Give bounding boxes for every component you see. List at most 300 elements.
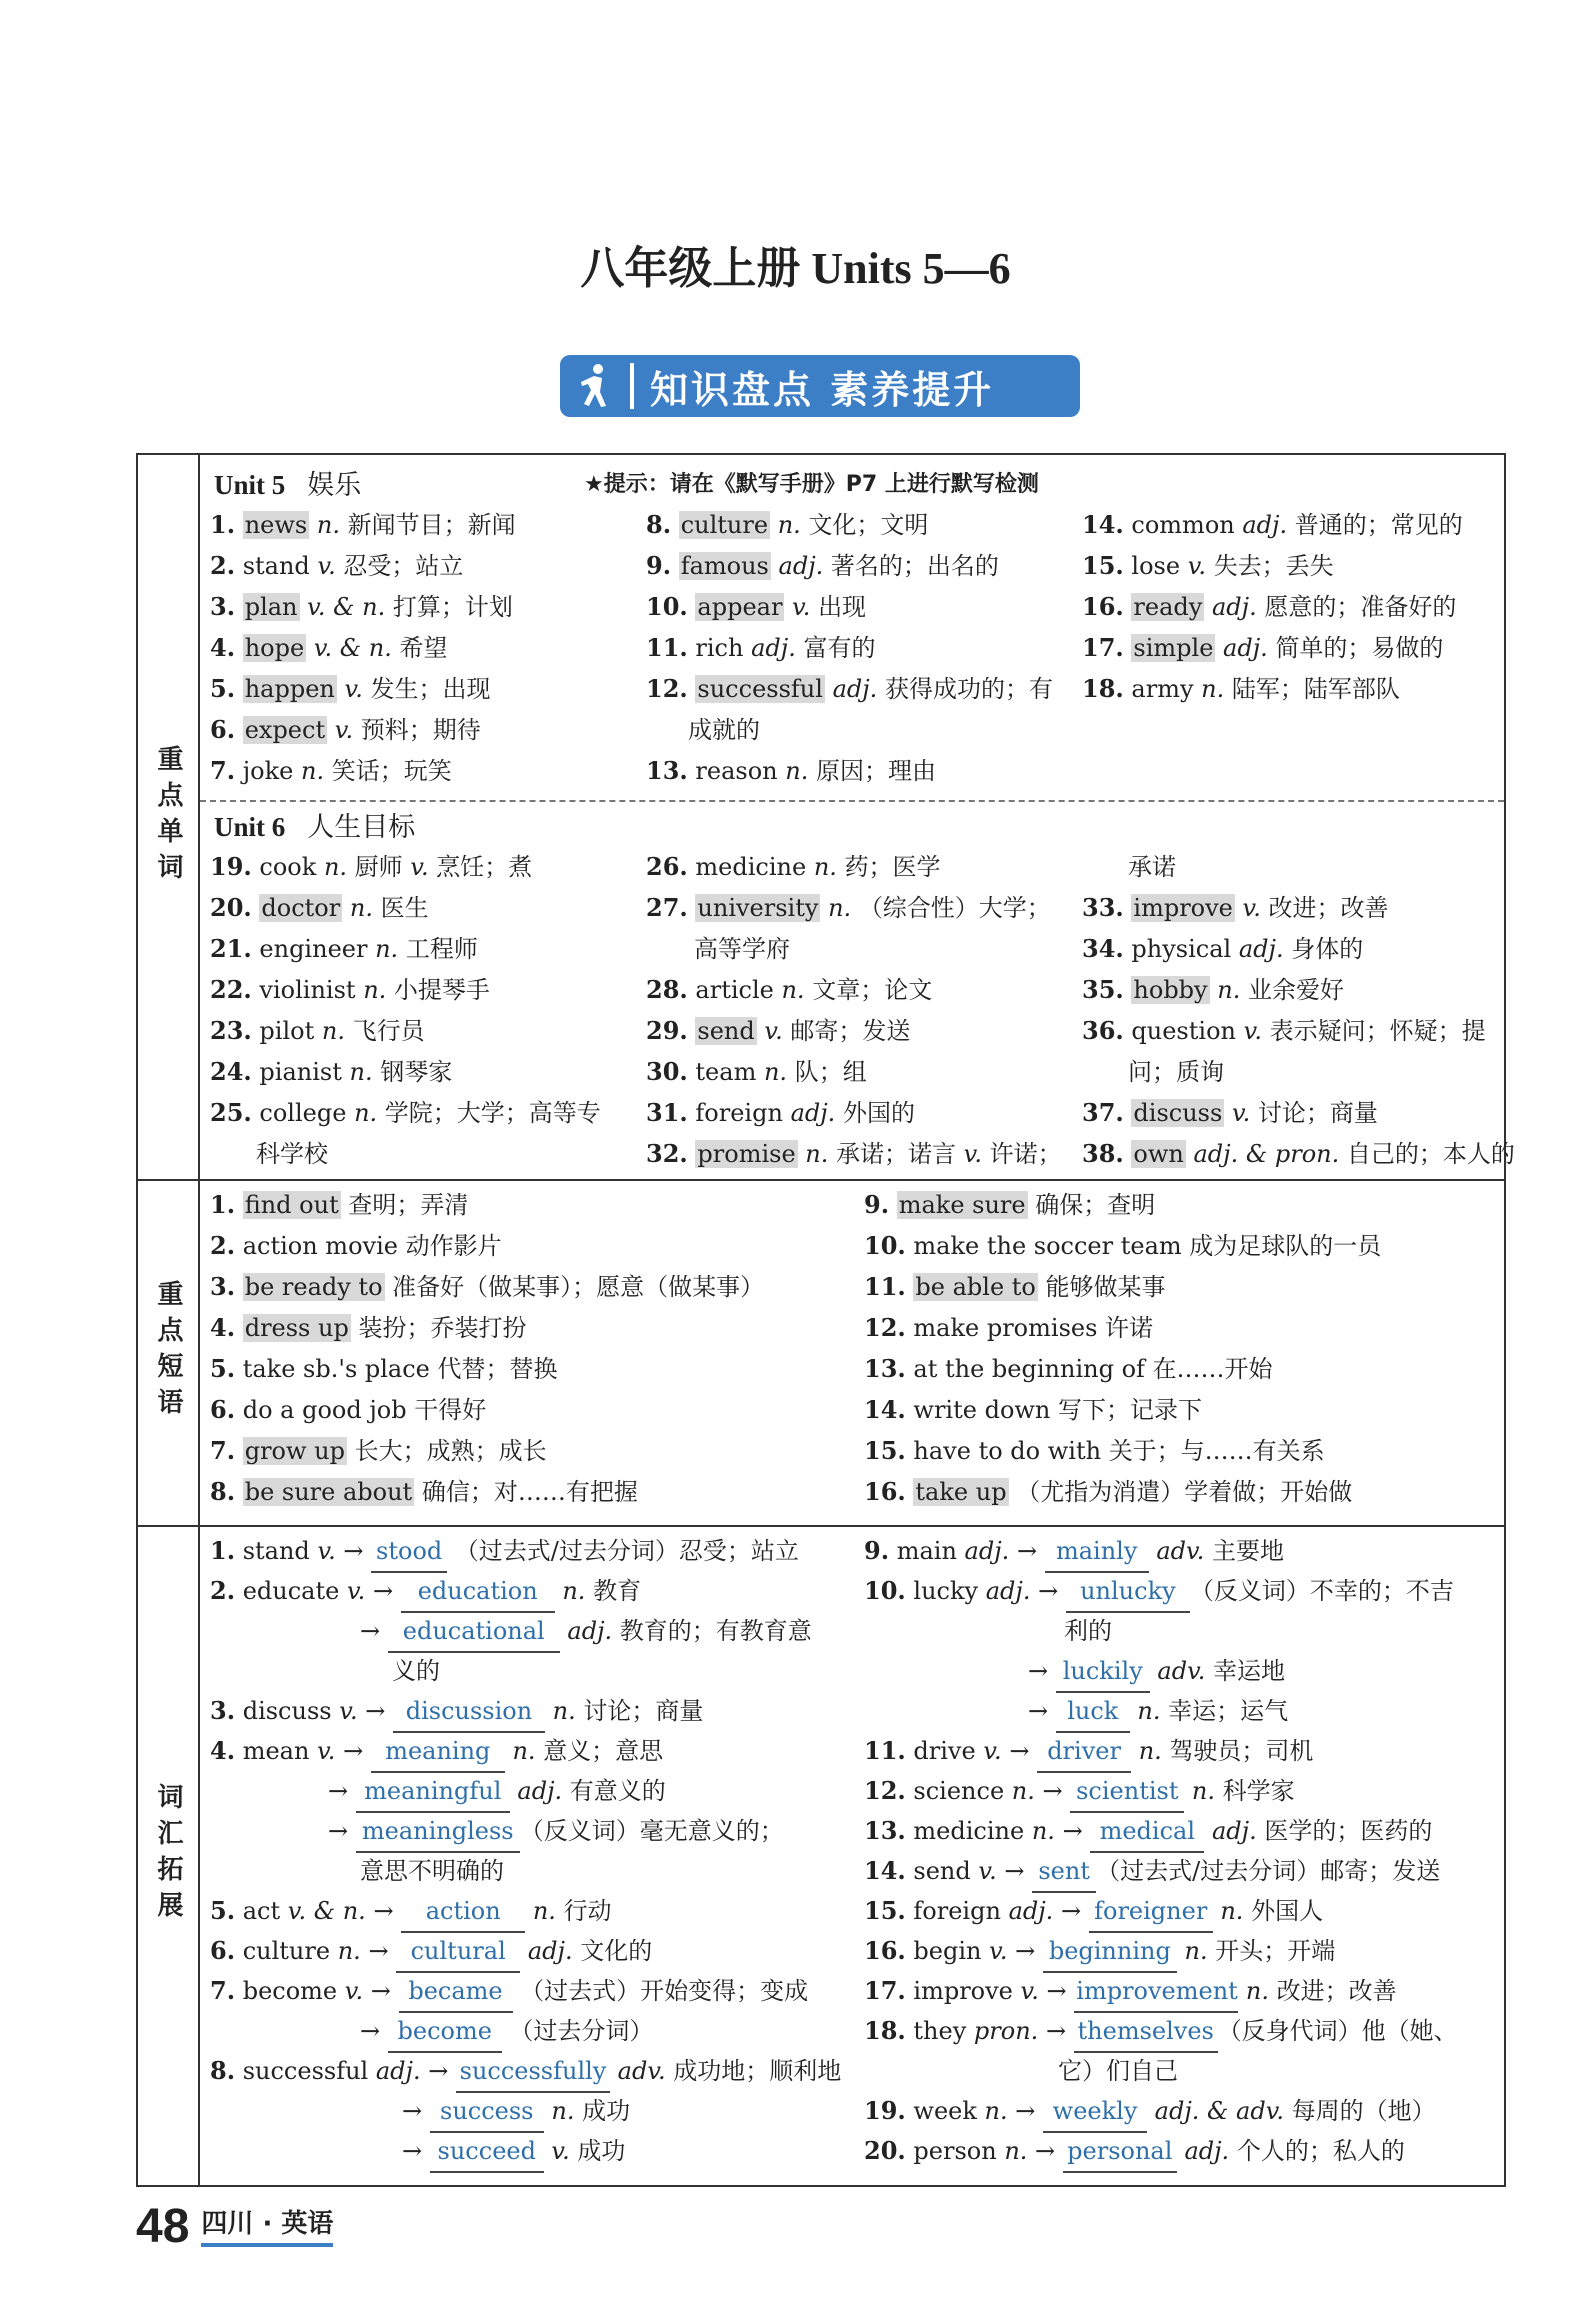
item-number: 9.: [864, 1536, 890, 1565]
meaning: 能够做某事: [1045, 1273, 1166, 1301]
meaning: （综合性）大学；: [858, 894, 1051, 922]
unit-topic: 娱乐: [307, 470, 362, 501]
meaning: 讨论；商量: [583, 1697, 704, 1725]
word: violinist: [259, 976, 356, 1004]
phrase: make promises: [913, 1314, 1098, 1342]
item-number: 26.: [646, 852, 688, 881]
arrow-icon: →: [360, 2017, 381, 2045]
meaning: 幸运地: [1213, 1657, 1286, 1685]
item-number: 10.: [864, 1231, 906, 1260]
part-of-speech: adj.: [778, 552, 824, 580]
word-item: [210, 505, 516, 545]
answer-blank: sent: [1032, 1851, 1096, 1893]
item-number: 2.: [210, 1576, 236, 1605]
vocab-item: [864, 2011, 1458, 2053]
meaning: 文化的: [580, 1937, 653, 1965]
base-word: drive: [913, 1737, 976, 1765]
part-of-speech: v.: [344, 1977, 364, 2005]
part-of-speech: n.: [375, 935, 399, 963]
item-number: 27.: [646, 893, 688, 922]
part-of-speech: v.: [1231, 1099, 1251, 1127]
vocab-item: [210, 2051, 841, 2093]
page-title: 八年级上册 Units 5—6: [580, 244, 1011, 293]
word-item: [646, 1093, 915, 1133]
answer-blank: mainly: [1045, 1531, 1149, 1573]
part-of-speech: v.: [1020, 1977, 1039, 2005]
answer-blank: beginning: [1043, 1931, 1177, 1973]
arrow-icon: →: [1009, 1737, 1030, 1765]
part-of-speech: v.: [1242, 894, 1261, 922]
word-item: [210, 888, 429, 928]
part-of-speech: n.: [785, 757, 809, 785]
word-item: [210, 751, 452, 791]
meaning: 教育的；有教育意: [619, 1617, 812, 1645]
item-number: 24.: [210, 1057, 252, 1086]
banner-text: 知识盘点 素养提升: [650, 367, 995, 412]
meaning: 简单的；易做的: [1275, 634, 1444, 662]
answer-blank: luck: [1056, 1691, 1130, 1733]
tip-note: ★提示：请在《默写手册》P7 上进行默写检测: [584, 472, 1039, 497]
answer-blank: discussion: [393, 1691, 545, 1733]
word: medicine: [695, 853, 807, 881]
word: promise: [697, 1140, 796, 1168]
meaning: 学院；大学；高等专: [384, 1099, 601, 1127]
answer-blank: educational: [388, 1611, 560, 1653]
answer-blank: became: [399, 1971, 513, 2013]
phrase: take up: [915, 1478, 1007, 1506]
part-of-speech: n.: [1138, 1737, 1162, 1765]
phrase-item: [210, 1226, 502, 1266]
knowledge-table: [136, 453, 1515, 2187]
unit-topic: 人生目标: [307, 812, 416, 843]
meaning: 长大；成熟；成长: [354, 1437, 547, 1465]
meaning-continued: 它）们自己: [1058, 2057, 1178, 2085]
meaning: （反身代词）他（她、: [1217, 2017, 1458, 2045]
part-of-speech: n.: [984, 2097, 1008, 2125]
meaning: 发生；出现: [370, 675, 491, 703]
meaning: 装扮；乔装打扮: [358, 1314, 527, 1342]
meaning: （过去式）开始变得；变成: [520, 1977, 809, 2005]
word: own: [1133, 1140, 1184, 1168]
meaning: 主要地: [1211, 1537, 1284, 1565]
base-word: main: [896, 1537, 957, 1565]
meaning: 改进；改善: [1276, 1977, 1397, 2005]
item-number: 13.: [864, 1816, 906, 1845]
meaning: （过去分词）: [509, 2017, 654, 2045]
word: simple: [1133, 634, 1214, 662]
page-number: 48: [136, 2200, 190, 2253]
word-item: [210, 628, 448, 668]
phrase-item: [864, 1308, 1153, 1348]
arrow-icon: →: [343, 1737, 364, 1765]
word-item: [646, 888, 1051, 928]
word: famous: [680, 552, 769, 580]
meaning: 烹饪；煮: [436, 853, 533, 881]
vocab-item: [328, 1771, 666, 1813]
meaning-continued: 高等学府: [694, 935, 790, 963]
item-number: 4.: [210, 1736, 236, 1765]
part-of-speech: n.: [1217, 976, 1241, 1004]
word-item: [1082, 929, 1363, 969]
phrase-item: [864, 1226, 1381, 1266]
phrase: be ready to: [244, 1273, 383, 1301]
item-number: 29.: [646, 1016, 688, 1045]
phrase: dress up: [244, 1314, 349, 1342]
base-word: become: [242, 1977, 338, 2005]
arrow-icon: →: [328, 1817, 349, 1845]
word-item: [1082, 1093, 1378, 1133]
word-item: [1082, 970, 1344, 1010]
meaning: 工程师: [405, 935, 478, 963]
vocab-item: [402, 2091, 630, 2133]
base-word: begin: [913, 1937, 982, 1965]
word: engineer: [259, 935, 368, 963]
vocab-item: [864, 2131, 1405, 2173]
part-of-speech: adj.: [1223, 634, 1268, 662]
item-number: 6.: [210, 1936, 236, 1965]
phrase-item: [210, 1185, 468, 1225]
word: discuss: [1133, 1099, 1223, 1127]
item-number: 5.: [210, 1354, 236, 1383]
meaning: 富有的: [803, 634, 876, 662]
word: stand: [242, 552, 310, 580]
part-of-speech: n.: [1220, 1897, 1244, 1925]
word: doctor: [261, 894, 341, 922]
part-of-speech: v.: [346, 1577, 366, 1605]
part-of-speech: n.: [337, 1937, 361, 1965]
meaning: 获得成功的；有: [884, 675, 1053, 703]
meaning: 原因；理由: [816, 757, 936, 785]
page-footer: [136, 2200, 334, 2253]
word-item: [210, 970, 490, 1010]
section-label-text: 词汇拓展: [153, 1783, 183, 1927]
word: team: [695, 1058, 757, 1086]
word: hope: [244, 634, 305, 662]
item-number: 38.: [1082, 1139, 1124, 1168]
answer-blank: themselves: [1074, 2011, 1218, 2053]
part-of-speech: adj. & adv.: [1154, 2097, 1285, 2125]
meaning: 意义；意思: [543, 1737, 664, 1765]
meaning: 忍受；站立: [343, 552, 464, 580]
answer-blank: stood: [371, 1531, 447, 1573]
part-of-speech: n.: [349, 894, 373, 922]
word: appear: [697, 593, 783, 621]
part-of-speech: adj.: [1184, 2137, 1230, 2165]
word-item: [646, 970, 932, 1010]
word-item: [1082, 888, 1389, 928]
arrow-icon: →: [402, 2097, 423, 2125]
word-item: [646, 751, 936, 791]
vocab-item: [210, 1571, 641, 1613]
answer-blank: action: [401, 1891, 525, 1933]
item-number: 18.: [1082, 674, 1124, 703]
arrow-icon: →: [1060, 1897, 1082, 1925]
item-number: 16.: [1082, 592, 1124, 621]
meaning-continued: 成就的: [688, 716, 760, 744]
vocab-item: [360, 2011, 653, 2053]
meaning: 干得好: [414, 1396, 487, 1424]
part-of-speech: n.: [781, 976, 805, 1004]
part-of-speech: adj.: [527, 1937, 573, 1965]
item-number: 3.: [210, 1696, 236, 1725]
phrase: grow up: [244, 1437, 345, 1465]
answer-blank: meaning: [371, 1731, 505, 1773]
word-item: [210, 1093, 601, 1133]
meaning: 陆军；陆军部队: [1231, 675, 1400, 703]
item-number: 37.: [1082, 1098, 1124, 1127]
item-number: 5.: [210, 674, 236, 703]
arrow-icon: →: [1015, 2097, 1036, 2125]
phrase: write down: [913, 1396, 1051, 1424]
part-of-speech: n.: [813, 853, 837, 881]
vocab-item: [864, 1851, 1440, 1893]
part-of-speech: v.: [989, 1937, 1008, 1965]
base-word: week: [913, 2097, 977, 2125]
word: expect: [244, 716, 326, 744]
phrase: be able to: [915, 1273, 1036, 1301]
part-of-speech: n.: [1245, 1977, 1269, 2005]
item-number: 11.: [646, 633, 688, 662]
word-item: [1082, 1134, 1515, 1174]
part-of-speech: n.: [1191, 1777, 1216, 1805]
word-item: [646, 505, 928, 545]
item-number: 31.: [646, 1098, 688, 1127]
vocab-item: [210, 1931, 652, 1973]
word: happen: [244, 675, 335, 703]
word: plan: [244, 593, 298, 621]
meaning-continued: 利的: [1064, 1617, 1112, 1645]
part-of-speech: n.: [363, 976, 387, 1004]
item-number: 12.: [646, 674, 688, 703]
item-number: 18.: [864, 2016, 906, 2045]
meaning: 成功: [577, 2137, 626, 2165]
word-item: [1082, 546, 1334, 586]
meaning: 关于；与……有关系: [1108, 1437, 1325, 1465]
arrow-icon: →: [1062, 1817, 1083, 1845]
word: joke: [242, 757, 294, 785]
word: culture: [680, 511, 769, 539]
vocab-item: [864, 1811, 1432, 1853]
item-number: 14.: [864, 1395, 906, 1424]
part-of-speech: v.: [317, 1537, 336, 1565]
meaning: 有意义的: [569, 1777, 666, 1805]
meaning: 动作影片: [405, 1232, 502, 1260]
part-of-speech: n.: [349, 1058, 373, 1086]
item-number: 9.: [646, 551, 672, 580]
word: pianist: [259, 1058, 342, 1086]
answer-blank: become: [388, 2011, 502, 2053]
item-number: 5.: [210, 1896, 236, 1925]
base-word: science: [913, 1777, 1005, 1805]
part-of-speech: adj. & pron.: [1193, 1140, 1340, 1168]
word-item: [210, 710, 481, 750]
part-of-speech: adv.: [617, 2057, 666, 2085]
runner-icon: [574, 362, 616, 410]
phrase-item: [210, 1390, 486, 1430]
item-number: 23.: [210, 1016, 252, 1045]
section-banner: [560, 355, 1080, 417]
answer-blank: meaningful: [356, 1771, 510, 1813]
meaning: 确信；对……有把握: [421, 1478, 638, 1506]
meaning: 承诺；诺言: [836, 1140, 957, 1168]
item-number: 1.: [210, 1190, 236, 1219]
part-of-speech: n.: [1184, 1937, 1208, 1965]
vocab-item: [864, 1771, 1295, 1813]
item-number: 2.: [210, 1231, 236, 1260]
word-item: [1082, 587, 1456, 627]
answer-blank: personal: [1063, 2131, 1177, 2173]
item-number: 4.: [210, 633, 236, 662]
item-number: 9.: [864, 1190, 890, 1219]
item-number: 20.: [864, 2136, 906, 2165]
arrow-icon: →: [1035, 2137, 1056, 2165]
phrase-item: [210, 1472, 638, 1512]
meaning: 队；组: [794, 1058, 867, 1086]
meaning: 查明；弄清: [348, 1191, 469, 1219]
meaning: 代替；替换: [437, 1355, 558, 1383]
part-of-speech: n.: [1004, 2137, 1028, 2165]
item-number: 6.: [210, 715, 236, 744]
meaning: （过去式/过去分词）忍受；站立: [454, 1537, 799, 1565]
part-of-speech: adj.: [1211, 1817, 1257, 1845]
answer-blank: luckily: [1056, 1651, 1150, 1693]
word: improve: [1133, 894, 1233, 922]
meaning: 新闻节目；新闻: [347, 511, 516, 539]
item-number: 14.: [864, 1856, 906, 1885]
item-number: 15.: [864, 1896, 906, 1925]
part-of-speech: v.: [983, 1737, 1002, 1765]
item-number: 15.: [864, 1436, 906, 1465]
base-word: person: [913, 2137, 997, 2165]
item-number: 22.: [210, 975, 252, 1004]
part-of-speech: v.: [317, 1737, 336, 1765]
vocab-item: [864, 1891, 1323, 1933]
item-number: 20.: [210, 893, 252, 922]
base-word: foreign: [913, 1897, 1001, 1925]
part-of-speech: v.: [1243, 1017, 1262, 1045]
meaning: （反义词）毫无意义的；: [519, 1817, 784, 1845]
phrase: do a good job: [242, 1396, 407, 1424]
item-number: 12.: [864, 1313, 906, 1342]
phrase: find out: [244, 1191, 339, 1219]
phrase-item: [864, 1185, 1155, 1225]
arrow-icon: →: [1045, 2017, 1067, 2045]
phrase: be sure about: [244, 1478, 413, 1506]
vocab-item: [1028, 1651, 1285, 1693]
arrow-icon: →: [368, 1937, 389, 1965]
item-number: 11.: [864, 1272, 906, 1301]
vocab-item: [864, 1971, 1397, 2013]
meaning: 希望: [399, 634, 448, 662]
meaning: 飞行员: [352, 1017, 425, 1045]
base-word: educate: [242, 1577, 340, 1605]
word-item: [646, 1011, 910, 1051]
meaning: （过去式/过去分词）邮寄；发送: [1096, 1857, 1441, 1885]
meaning: 表示疑问；怀疑；提: [1269, 1017, 1486, 1045]
part-of-speech: pron.: [973, 2017, 1039, 2045]
part-of-speech: adj.: [1238, 935, 1284, 963]
word-item: [646, 669, 1053, 709]
phrase-item: [864, 1472, 1352, 1512]
meaning: 普通的；常见的: [1294, 511, 1463, 539]
vocab-item: [210, 1891, 612, 1933]
phrase-item: [210, 1267, 764, 1307]
banner-divider: [630, 363, 634, 409]
arrow-icon: →: [370, 1977, 391, 2005]
base-word: discuss: [242, 1697, 332, 1725]
word: hobby: [1133, 976, 1208, 1004]
book-label: 四川 · 英语: [201, 2203, 333, 2247]
meaning: 确保；查明: [1035, 1191, 1156, 1219]
part-of-speech: n.: [562, 1577, 586, 1605]
item-number: 15.: [1082, 551, 1124, 580]
unit5-heading: [214, 465, 361, 506]
word-item: [1082, 1011, 1486, 1051]
meaning: 准备好（做某事）；愿意（做某事）: [392, 1273, 765, 1301]
meaning: 笑话；玩笑: [331, 757, 452, 785]
word: lose: [1131, 552, 1181, 580]
meaning: 写下；记录下: [1058, 1396, 1203, 1424]
meaning: 每周的（地）: [1291, 2097, 1436, 2125]
base-word: improve: [913, 1977, 1013, 2005]
meaning: 成为足球队的一员: [1189, 1232, 1382, 1260]
word: pilot: [259, 1017, 315, 1045]
word-item: [1082, 505, 1463, 545]
item-number: 33.: [1082, 893, 1124, 922]
arrow-icon: →: [373, 1897, 394, 1925]
item-number: 28.: [646, 975, 688, 1004]
word: college: [259, 1099, 347, 1127]
vocab-item: [864, 1931, 1335, 1973]
base-word: they: [913, 2017, 967, 2045]
part-of-speech: n.: [354, 1099, 378, 1127]
meaning: 驾驶员；司机: [1169, 1737, 1314, 1765]
meaning: 外国的: [842, 1099, 915, 1127]
word: university: [697, 894, 819, 922]
word: article: [695, 976, 774, 1004]
item-number: 2.: [210, 551, 236, 580]
section-label-phrases: [138, 1179, 198, 1525]
phrase: action movie: [242, 1232, 398, 1260]
vocab-item: [1028, 1691, 1288, 1733]
base-word: successful: [242, 2057, 369, 2085]
meaning: 医生: [380, 894, 429, 922]
meaning: 成功地；顺利地: [673, 2057, 842, 2085]
row-divider: [138, 1525, 1504, 1527]
meaning: 许诺: [1105, 1314, 1154, 1342]
vocab-item: [210, 1531, 799, 1573]
answer-blank: successfully: [456, 2051, 610, 2093]
item-number: 32.: [646, 1139, 688, 1168]
base-word: lucky: [913, 1577, 979, 1605]
part-of-speech: v. & n.: [287, 1897, 366, 1925]
item-number: 16.: [864, 1936, 906, 1965]
word: send: [697, 1017, 755, 1045]
phrase: make sure: [898, 1191, 1026, 1219]
item-number: 13.: [864, 1354, 906, 1383]
part-of-speech: n.: [300, 757, 325, 785]
meaning: 打算；计划: [392, 593, 513, 621]
meaning-continued: 科学校: [256, 1140, 328, 1168]
meaning: 钢琴家: [380, 1058, 453, 1086]
item-number: 36.: [1082, 1016, 1124, 1045]
vocab-item: [402, 2131, 625, 2173]
word-item: [210, 929, 478, 969]
section-label-text: 重点短语: [153, 1280, 183, 1424]
unit6-heading: [214, 807, 415, 848]
unit-divider: [200, 800, 1504, 802]
base-word: medicine: [913, 1817, 1025, 1845]
